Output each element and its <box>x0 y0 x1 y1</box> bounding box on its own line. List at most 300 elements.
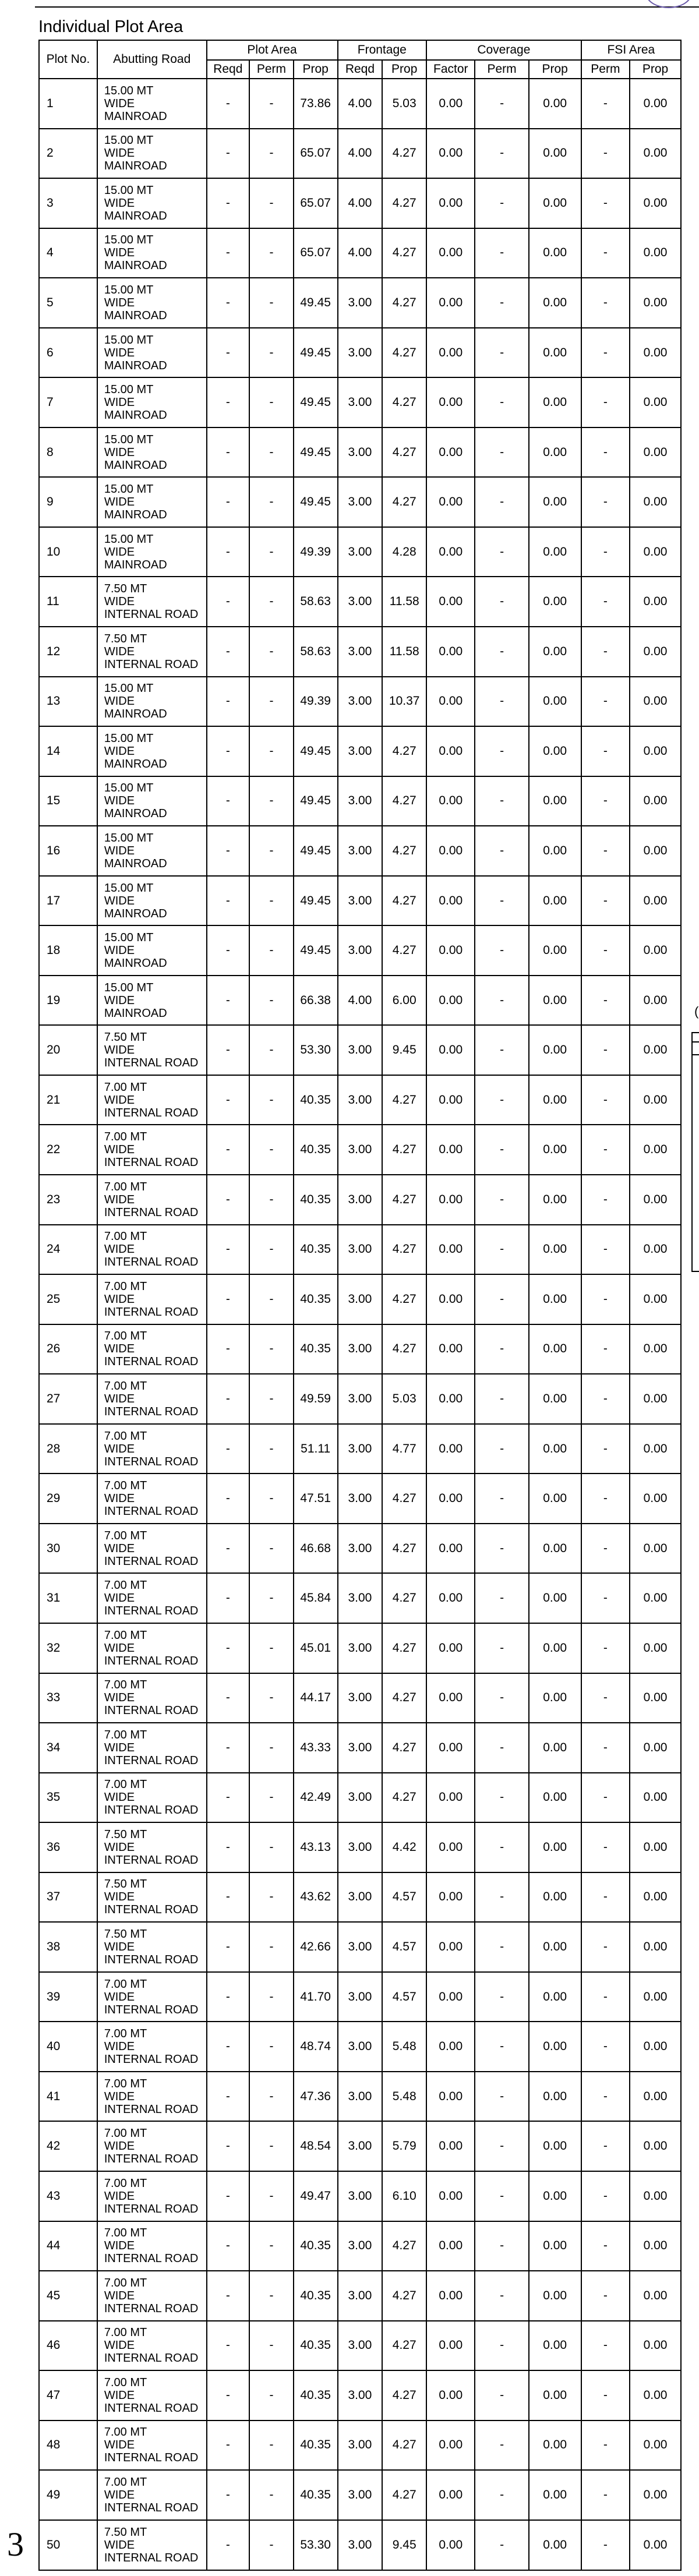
area-reqd-cell: - <box>207 2420 250 2471</box>
coverage-perm-cell: - <box>475 776 528 826</box>
area-reqd-cell: - <box>207 1473 250 1524</box>
road-line: 7.00 MT <box>104 1379 147 1393</box>
coverage-factor-cell: 0.00 <box>426 627 475 677</box>
abutting-road-cell <box>97 1473 207 1524</box>
road-line: INTERNAL ROAD <box>104 1206 199 1219</box>
frontage-prop-cell: 4.27 <box>382 1473 426 1524</box>
table-row <box>39 1822 681 1872</box>
road-line: 7.00 MT <box>104 2176 147 2190</box>
road-line: 7.50 MT <box>104 1878 147 1891</box>
coverage-perm-cell: - <box>475 328 528 378</box>
coverage-prop-cell: 0.00 <box>529 1524 581 1574</box>
coverage-prop-cell: 0.00 <box>529 776 581 826</box>
fsi-perm-cell: - <box>581 278 630 328</box>
road-line: WIDE <box>104 894 135 907</box>
frontage-reqd-cell: 3.00 <box>338 2121 383 2171</box>
area-reqd-cell: - <box>207 677 250 727</box>
abutting-road-cell <box>97 129 207 179</box>
plot-no-cell: 10 <box>39 527 97 577</box>
area-perm-cell: - <box>249 2072 294 2122</box>
area-perm-cell: - <box>249 1025 294 1075</box>
frontage-reqd-cell: 3.00 <box>338 1473 383 1524</box>
abutting-road-cell <box>97 925 207 976</box>
area-prop-cell: 65.07 <box>294 129 338 179</box>
fsi-perm-cell: - <box>581 1075 630 1125</box>
abutting-road-cell <box>97 776 207 826</box>
fsi-perm-cell: - <box>581 178 630 228</box>
road-line: INTERNAL ROAD <box>104 1953 199 1966</box>
table-row <box>39 477 681 527</box>
table-row <box>39 228 681 278</box>
coverage-factor-cell: 0.00 <box>426 677 475 727</box>
frontage-prop-cell: 4.27 <box>382 1324 426 1374</box>
fsi-perm-cell: - <box>581 826 630 876</box>
coverage-prop-cell: 0.00 <box>529 1623 581 1673</box>
fsi-prop-cell: 0.00 <box>630 1822 681 1872</box>
frontage-reqd-cell: 3.00 <box>338 1025 383 1075</box>
road-line: WIDE <box>104 595 135 609</box>
coverage-perm-cell: - <box>475 278 528 328</box>
road-line: 15.00 MT <box>104 981 154 994</box>
coverage-factor-cell: 0.00 <box>426 1324 475 1374</box>
road-line: 7.00 MT <box>104 2476 147 2489</box>
fsi-prop-cell: 0.00 <box>630 178 681 228</box>
road-line: MAINROAD <box>104 857 167 870</box>
coverage-factor-cell: 0.00 <box>426 2022 475 2072</box>
coverage-prop-cell: 0.00 <box>529 1274 581 1324</box>
road-line: INTERNAL ROAD <box>104 1903 199 1917</box>
road-line: 7.00 MT <box>104 2227 147 2240</box>
road-line: 7.00 MT <box>104 1778 147 1791</box>
plot-no-cell: 33 <box>39 1673 97 1723</box>
fsi-prop-cell: 0.00 <box>630 2370 681 2420</box>
col-header-frontage-reqd: Reqd <box>338 60 383 79</box>
area-perm-cell: - <box>249 876 294 926</box>
fsi-prop-cell: 0.00 <box>630 2470 681 2520</box>
fsi-perm-cell: - <box>581 1524 630 1574</box>
coverage-perm-cell: - <box>475 627 528 677</box>
road-line: WIDE <box>104 1342 135 1356</box>
frontage-prop-cell: 4.27 <box>382 1125 426 1175</box>
frontage-reqd-cell: 3.00 <box>338 1573 383 1623</box>
fsi-perm-cell: - <box>581 1673 630 1723</box>
plot-no-cell: 37 <box>39 1872 97 1923</box>
table-row <box>39 1573 681 1623</box>
area-perm-cell: - <box>249 377 294 427</box>
coverage-factor-cell: 0.00 <box>426 1822 475 1872</box>
area-reqd-cell: - <box>207 1175 250 1225</box>
road-line: WIDE <box>104 196 135 210</box>
frontage-prop-cell: 4.27 <box>382 1723 426 1773</box>
frontage-prop-cell: 4.77 <box>382 1424 426 1474</box>
frontage-prop-cell: 4.27 <box>382 776 426 826</box>
frontage-reqd-cell: 3.00 <box>338 925 383 976</box>
table-row <box>39 2072 681 2122</box>
road-line: INTERNAL ROAD <box>104 1804 199 1817</box>
frontage-prop-cell: 9.45 <box>382 1025 426 1075</box>
abutting-road-cell <box>97 228 207 278</box>
area-reqd-cell: - <box>207 527 250 577</box>
coverage-perm-cell: - <box>475 1075 528 1125</box>
area-perm-cell: - <box>249 925 294 976</box>
plot-no-cell: 47 <box>39 2370 97 2420</box>
coverage-prop-cell: 0.00 <box>529 2121 581 2171</box>
fsi-perm-cell: - <box>581 876 630 926</box>
road-line: MAINROAD <box>104 309 167 322</box>
area-perm-cell: - <box>249 228 294 278</box>
road-line: WIDE <box>104 545 135 559</box>
table-row <box>39 1473 681 1524</box>
frontage-prop-cell: 4.27 <box>382 477 426 527</box>
abutting-road-cell <box>97 2420 207 2471</box>
plot-rows <box>39 79 681 2570</box>
road-line: WIDE <box>104 1592 135 1605</box>
abutting-road-cell <box>97 726 207 776</box>
frontage-prop-cell: 4.27 <box>382 328 426 378</box>
table-row <box>39 2370 681 2420</box>
frontage-prop-cell: 4.27 <box>382 2321 426 2371</box>
coverage-perm-cell: - <box>475 976 528 1026</box>
area-reqd-cell: - <box>207 1972 250 2022</box>
area-prop-cell: 47.51 <box>294 1473 338 1524</box>
coverage-prop-cell: 0.00 <box>529 129 581 179</box>
coverage-factor-cell: 0.00 <box>426 278 475 328</box>
area-prop-cell: 40.35 <box>294 1175 338 1225</box>
frontage-prop-cell: 4.27 <box>382 2470 426 2520</box>
road-line: WIDE <box>104 147 135 160</box>
coverage-perm-cell: - <box>475 1922 528 1972</box>
plot-no-cell: 29 <box>39 1473 97 1524</box>
coverage-perm-cell: - <box>475 826 528 876</box>
coverage-prop-cell: 0.00 <box>529 527 581 577</box>
frontage-reqd-cell: 3.00 <box>338 2271 383 2321</box>
area-reqd-cell: - <box>207 1723 250 1773</box>
coverage-prop-cell: 0.00 <box>529 826 581 876</box>
coverage-perm-cell: - <box>475 1573 528 1623</box>
coverage-perm-cell: - <box>475 2321 528 2371</box>
area-prop-cell: 49.45 <box>294 377 338 427</box>
abutting-road-cell <box>97 1424 207 1474</box>
road-line: MAINROAD <box>104 1006 167 1020</box>
road-line: 7.00 MT <box>104 1977 147 1991</box>
area-perm-cell: - <box>249 129 294 179</box>
col-header-coverage-perm: Perm <box>475 60 528 79</box>
area-reqd-cell: - <box>207 826 250 876</box>
fsi-perm-cell: - <box>581 129 630 179</box>
abutting-road-cell <box>97 1773 207 1823</box>
coverage-prop-cell: 0.00 <box>529 377 581 427</box>
road-line: 15.00 MT <box>104 931 154 945</box>
coverage-perm-cell: - <box>475 2370 528 2420</box>
fsi-prop-cell: 0.00 <box>630 1075 681 1125</box>
frontage-prop-cell: 5.48 <box>382 2072 426 2122</box>
table-row <box>39 2221 681 2271</box>
frontage-prop-cell: 5.03 <box>382 79 426 129</box>
coverage-factor-cell: 0.00 <box>426 1723 475 1773</box>
area-prop-cell: 58.63 <box>294 577 338 627</box>
road-line: WIDE <box>104 296 135 309</box>
plot-no-cell: 12 <box>39 627 97 677</box>
road-line: WIDE <box>104 2489 135 2502</box>
road-line: 7.00 MT <box>104 2376 147 2389</box>
col-group-fsi-area: FSI Area <box>581 40 681 60</box>
frontage-reqd-cell: 3.00 <box>338 627 383 677</box>
road-line: INTERNAL ROAD <box>104 2501 199 2515</box>
area-reqd-cell: - <box>207 1025 250 1075</box>
area-prop-cell: 40.35 <box>294 2420 338 2471</box>
fsi-prop-cell: 0.00 <box>630 1723 681 1773</box>
area-perm-cell: - <box>249 1175 294 1225</box>
area-reqd-cell: - <box>207 278 250 328</box>
table-row <box>39 826 681 876</box>
coverage-factor-cell: 0.00 <box>426 178 475 228</box>
coverage-prop-cell: 0.00 <box>529 1374 581 1424</box>
frontage-reqd-cell: 3.00 <box>338 1623 383 1673</box>
frontage-prop-cell: 4.27 <box>382 1773 426 1823</box>
road-line: 15.00 MT <box>104 831 154 844</box>
area-reqd-cell: - <box>207 1524 250 1574</box>
fsi-perm-cell: - <box>581 577 630 627</box>
area-perm-cell: - <box>249 776 294 826</box>
area-perm-cell: - <box>249 2271 294 2321</box>
area-perm-cell: - <box>249 1972 294 2022</box>
road-line: WIDE <box>104 744 135 758</box>
area-reqd-cell: - <box>207 1573 250 1623</box>
road-line: INTERNAL ROAD <box>104 2053 199 2066</box>
area-perm-cell: - <box>249 1524 294 1574</box>
fsi-prop-cell: 0.00 <box>630 876 681 926</box>
table-row <box>39 427 681 478</box>
fsi-prop-cell: 0.00 <box>630 1225 681 1275</box>
road-line: MAINROAD <box>104 757 167 771</box>
area-reqd-cell: - <box>207 925 250 976</box>
coverage-prop-cell: 0.00 <box>529 1075 581 1125</box>
frontage-prop-cell: 4.27 <box>382 1175 426 1225</box>
fsi-prop-cell: 0.00 <box>630 1473 681 1524</box>
coverage-factor-cell: 0.00 <box>426 1872 475 1923</box>
area-prop-cell: 49.45 <box>294 925 338 976</box>
area-perm-cell: - <box>249 1773 294 1823</box>
road-line: WIDE <box>104 97 135 110</box>
plot-area-table <box>38 40 682 2571</box>
abutting-road-cell <box>97 1524 207 1574</box>
road-line: INTERNAL ROAD <box>104 1156 199 1169</box>
coverage-prop-cell: 0.00 <box>529 577 581 627</box>
area-perm-cell: - <box>249 1473 294 1524</box>
area-prop-cell: 49.45 <box>294 278 338 328</box>
area-reqd-cell: - <box>207 726 250 776</box>
area-perm-cell: - <box>249 677 294 727</box>
fsi-perm-cell: - <box>581 1274 630 1324</box>
coverage-factor-cell: 0.00 <box>426 1473 475 1524</box>
coverage-factor-cell: 0.00 <box>426 826 475 876</box>
frontage-prop-cell: 4.27 <box>382 1573 426 1623</box>
road-line: 15.00 MT <box>104 433 154 446</box>
fsi-perm-cell: - <box>581 1922 630 1972</box>
plot-no-cell: 32 <box>39 1623 97 1673</box>
coverage-prop-cell: 0.00 <box>529 1872 581 1923</box>
road-line: INTERNAL ROAD <box>104 2252 199 2266</box>
coverage-prop-cell: 0.00 <box>529 2072 581 2122</box>
fsi-perm-cell: - <box>581 925 630 976</box>
area-perm-cell: - <box>249 1822 294 1872</box>
area-reqd-cell: - <box>207 1274 250 1324</box>
road-line: MAINROAD <box>104 508 167 522</box>
area-perm-cell: - <box>249 976 294 1026</box>
area-prop-cell: 40.35 <box>294 1324 338 1374</box>
frontage-prop-cell: 4.57 <box>382 1972 426 2022</box>
coverage-perm-cell: - <box>475 1374 528 1424</box>
coverage-perm-cell: - <box>475 129 528 179</box>
road-line: WIDE <box>104 994 135 1007</box>
plot-no-cell: 41 <box>39 2072 97 2122</box>
fsi-prop-cell: 0.00 <box>630 377 681 427</box>
abutting-road-cell <box>97 1872 207 1923</box>
table-row <box>39 1922 681 1972</box>
plot-no-cell: 8 <box>39 427 97 478</box>
plot-no-cell: 30 <box>39 1524 97 1574</box>
area-perm-cell: - <box>249 1872 294 1923</box>
table-row <box>39 2121 681 2171</box>
fsi-perm-cell: - <box>581 1175 630 1225</box>
table-row <box>39 2171 681 2221</box>
abutting-road-cell <box>97 2121 207 2171</box>
road-line: 7.00 MT <box>104 2077 147 2090</box>
coverage-perm-cell: - <box>475 1175 528 1225</box>
frontage-prop-cell: 5.03 <box>382 1374 426 1424</box>
plot-no-cell: 13 <box>39 677 97 727</box>
road-line: 7.50 MT <box>104 1031 147 1044</box>
fsi-perm-cell: - <box>581 377 630 427</box>
fsi-prop-cell: 0.00 <box>630 228 681 278</box>
fsi-perm-cell: - <box>581 2072 630 2122</box>
area-reqd-cell: - <box>207 876 250 926</box>
coverage-perm-cell: - <box>475 1424 528 1474</box>
road-line: WIDE <box>104 2289 135 2302</box>
fsi-prop-cell: 0.00 <box>630 1922 681 1972</box>
abutting-road-cell <box>97 1025 207 1075</box>
col-header-area-reqd: Reqd <box>207 60 250 79</box>
frontage-prop-cell: 4.42 <box>382 1822 426 1872</box>
coverage-factor-cell: 0.00 <box>426 2520 475 2570</box>
coverage-prop-cell: 0.00 <box>529 477 581 527</box>
fsi-prop-cell: 0.00 <box>630 1175 681 1225</box>
table-row <box>39 726 681 776</box>
fsi-prop-cell: 0.00 <box>630 2221 681 2271</box>
area-prop-cell: 42.49 <box>294 1773 338 1823</box>
coverage-factor-cell: 0.00 <box>426 1075 475 1125</box>
road-line: WIDE <box>104 2189 135 2203</box>
plot-no-cell: 6 <box>39 328 97 378</box>
fsi-perm-cell: - <box>581 2022 630 2072</box>
col-header-plot-no: Plot No. <box>39 40 97 79</box>
road-line: WIDE <box>104 2040 135 2054</box>
table-row <box>39 1225 681 1275</box>
coverage-factor-cell: 0.00 <box>426 328 475 378</box>
fsi-perm-cell: - <box>581 477 630 527</box>
area-prop-cell: 46.68 <box>294 1524 338 1574</box>
coverage-perm-cell: - <box>475 577 528 627</box>
area-prop-cell: 40.35 <box>294 2271 338 2321</box>
coverage-factor-cell: 0.00 <box>426 976 475 1026</box>
frontage-prop-cell: 4.57 <box>382 1922 426 1972</box>
plot-no-cell: 5 <box>39 278 97 328</box>
area-reqd-cell: - <box>207 2370 250 2420</box>
fsi-perm-cell: - <box>581 1025 630 1075</box>
road-line: 7.00 MT <box>104 1429 147 1443</box>
road-line: WIDE <box>104 1891 135 1904</box>
road-line: WIDE <box>104 1143 135 1157</box>
area-prop-cell: 51.11 <box>294 1424 338 1474</box>
coverage-prop-cell: 0.00 <box>529 1225 581 1275</box>
fsi-perm-cell: - <box>581 2171 630 2221</box>
area-prop-cell: 66.38 <box>294 976 338 1026</box>
area-reqd-cell: - <box>207 79 250 129</box>
coverage-prop-cell: 0.00 <box>529 2271 581 2321</box>
frontage-prop-cell: 6.00 <box>382 976 426 1026</box>
fsi-perm-cell: - <box>581 776 630 826</box>
area-prop-cell: 49.45 <box>294 826 338 876</box>
road-line: 7.00 MT <box>104 1230 147 1243</box>
col-header-coverage-prop: Prop <box>529 60 581 79</box>
coverage-factor-cell: 0.00 <box>426 2271 475 2321</box>
fsi-perm-cell: - <box>581 2420 630 2471</box>
area-perm-cell: - <box>249 1673 294 1723</box>
frontage-reqd-cell: 3.00 <box>338 1822 383 1872</box>
col-header-frontage-prop: Prop <box>382 60 426 79</box>
road-line: INTERNAL ROAD <box>104 2003 199 2016</box>
table-row <box>39 1773 681 1823</box>
road-line: INTERNAL ROAD <box>104 1056 199 1070</box>
coverage-perm-cell: - <box>475 477 528 527</box>
coverage-perm-cell: - <box>475 1673 528 1723</box>
frontage-prop-cell: 9.45 <box>382 2520 426 2570</box>
road-line: 7.50 MT <box>104 582 147 596</box>
frontage-reqd-cell: 3.00 <box>338 2072 383 2122</box>
coverage-perm-cell: - <box>475 1524 528 1574</box>
fsi-prop-cell: 0.00 <box>630 2520 681 2570</box>
road-line: MAINROAD <box>104 409 167 422</box>
frontage-prop-cell: 4.27 <box>382 2271 426 2321</box>
fsi-prop-cell: 0.00 <box>630 1125 681 1175</box>
coverage-prop-cell: 0.00 <box>529 2420 581 2471</box>
frontage-reqd-cell: 3.00 <box>338 427 383 478</box>
fsi-prop-cell: 0.00 <box>630 2171 681 2221</box>
area-prop-cell: 49.39 <box>294 527 338 577</box>
area-reqd-cell: - <box>207 178 250 228</box>
fsi-perm-cell: - <box>581 1972 630 2022</box>
coverage-factor-cell: 0.00 <box>426 776 475 826</box>
coverage-factor-cell: 0.00 <box>426 2370 475 2420</box>
abutting-road-cell <box>97 477 207 527</box>
fsi-prop-cell: 0.00 <box>630 427 681 478</box>
frontage-prop-cell: 4.27 <box>382 1673 426 1723</box>
plot-no-cell: 46 <box>39 2321 97 2371</box>
fsi-perm-cell: - <box>581 1324 630 1374</box>
road-line: MAINROAD <box>104 807 167 821</box>
fsi-prop-cell: 0.00 <box>630 577 681 627</box>
area-reqd-cell: - <box>207 2121 250 2171</box>
coverage-factor-cell: 0.00 <box>426 2121 475 2171</box>
area-prop-cell: 40.35 <box>294 1225 338 1275</box>
coverage-prop-cell: 0.00 <box>529 79 581 129</box>
coverage-prop-cell: 0.00 <box>529 2171 581 2221</box>
frontage-reqd-cell: 3.00 <box>338 776 383 826</box>
abutting-road-cell <box>97 1075 207 1125</box>
road-line: INTERNAL ROAD <box>104 2202 199 2215</box>
frontage-prop-cell: 4.27 <box>382 2420 426 2471</box>
coverage-prop-cell: 0.00 <box>529 2370 581 2420</box>
